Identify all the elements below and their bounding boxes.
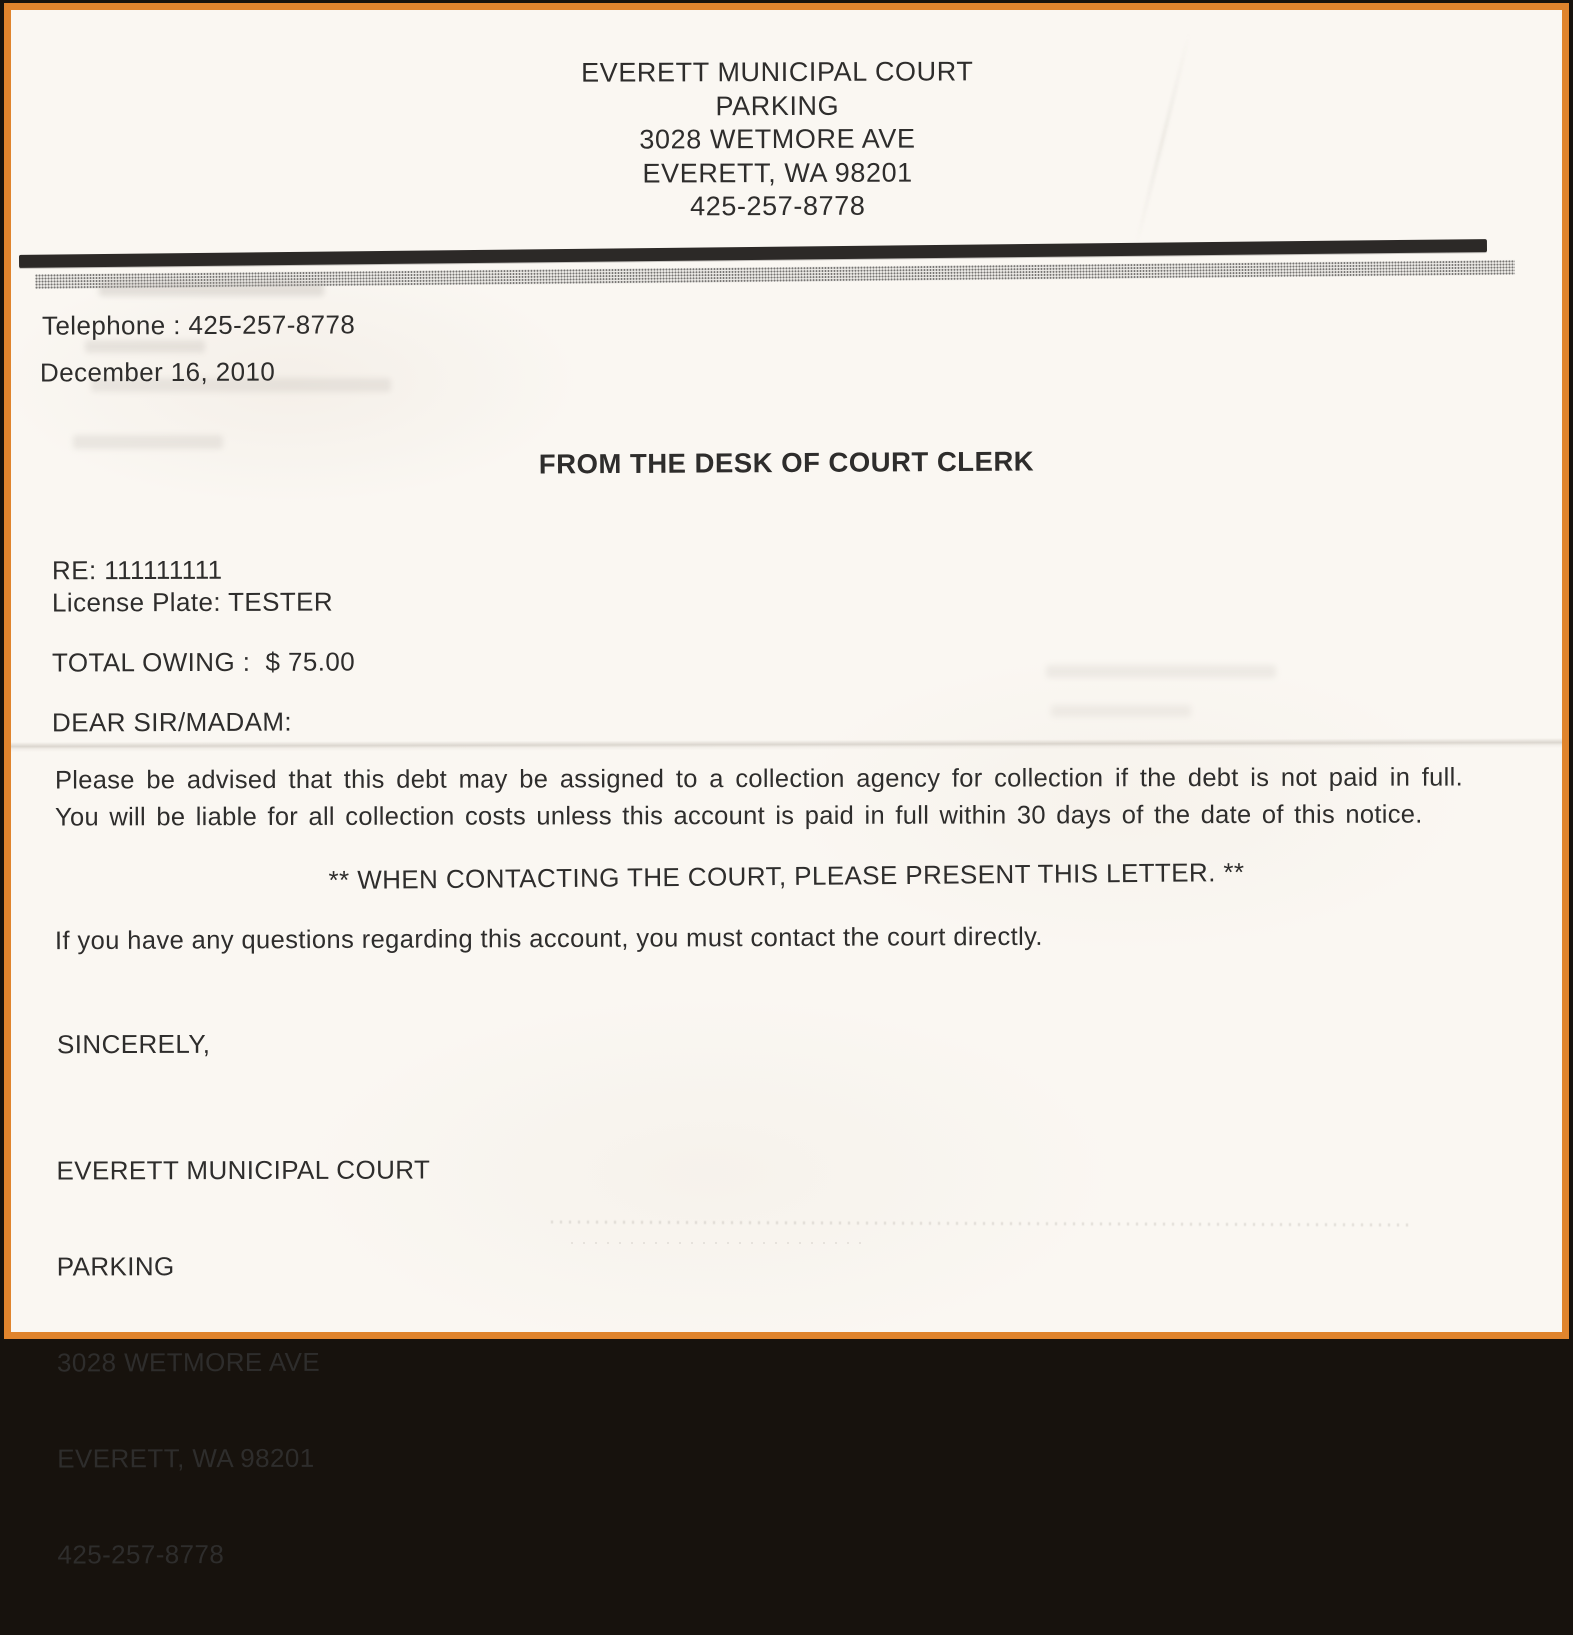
paragraph-line: You will be liable for all collection costs unless this account is paid in full within 30 days of the date of this notice. (55, 800, 1423, 832)
signature-address-1: 3028 WETMORE AVE (56, 1346, 321, 1378)
license-plate-line: License Plate: TESTER (51, 586, 334, 618)
bleed-through-artifact (1051, 705, 1191, 717)
signature-block (56, 1090, 431, 1635)
letterhead-phone: 425-257-8778 (690, 190, 866, 222)
sincerely-line: SINCERELY, (56, 1028, 211, 1060)
signature-org: EVERETT MUNICIPAL COURT (56, 1154, 431, 1186)
salutation-line: DEAR SIR/MADAM: (51, 706, 293, 738)
paragraph-line: Please be advised that this debt may be assigned to a collection agency for collection if the debt is not paid in full. (54, 763, 1463, 795)
paper-fold-crease (11, 738, 1562, 752)
bleed-through-artifact (551, 1220, 1411, 1226)
bleed-through-artifact (571, 1242, 871, 1244)
letterhead-org: EVERETT MUNICIPAL COURT (581, 56, 974, 88)
letterhead-dept: PARKING (715, 90, 840, 121)
total-owing-line: TOTAL OWING : $ 75.00 (51, 646, 356, 678)
body-paragraph-collection-notice (55, 760, 1463, 837)
letterhead-address-2: EVERETT, WA 98201 (642, 157, 913, 188)
bleed-through-artifact (1046, 665, 1276, 678)
bleed-through-artifact (73, 435, 223, 449)
date-line: December 16, 2010 (39, 356, 276, 388)
contact-court-notice-line: ** WHEN CONTACTING THE COURT, PLEASE PRESENT THIS LETTER. ** (328, 857, 1245, 895)
signature-phone: 425-257-8778 (57, 1539, 225, 1570)
letterhead (0, 53, 1562, 226)
questions-line: If you have any questions regarding this account, you must contact the court directly. (54, 922, 1043, 956)
subject-heading: FROM THE DESK OF COURT CLERK (538, 445, 1035, 480)
letterhead-address-1: 3028 WETMORE AVE (639, 123, 916, 155)
bleed-through-artifact (85, 340, 205, 353)
signature-address-2: EVERETT, WA 98201 (57, 1442, 315, 1474)
scanned-letter-page (4, 3, 1569, 1570)
signature-dept: PARKING (56, 1251, 175, 1282)
telephone-line: Telephone : 425-257-8778 (41, 309, 356, 341)
re-number-line: RE: 111111111 (51, 554, 223, 586)
bleed-through-artifact (99, 282, 324, 296)
